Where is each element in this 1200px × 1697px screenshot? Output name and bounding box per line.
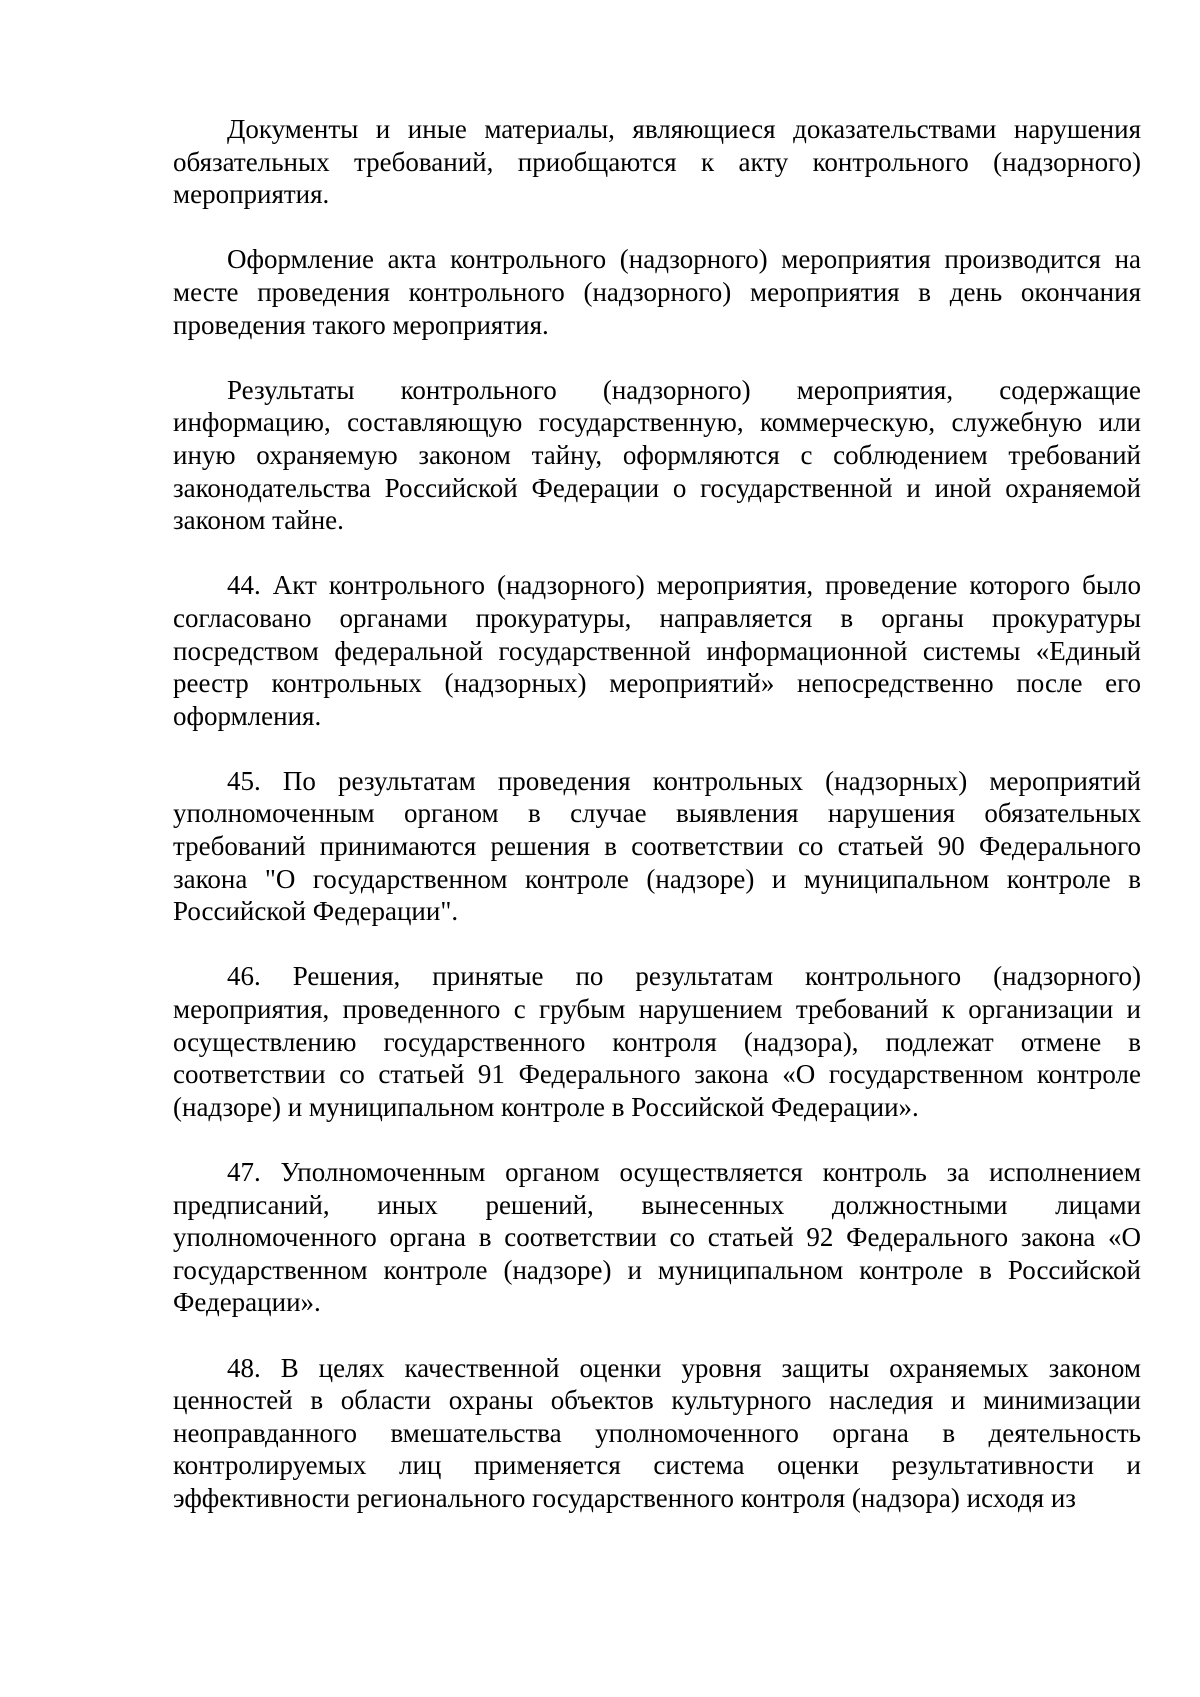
- paragraph-47: 47. Уполномоченным органом осуществляется контроль за исполнением предписаний, иных решений, вынесенных должностными лицами уполномоченного органа в соответствии со статьей 92 Федерального закона «О государственном контроле (надзоре) и муниципальном контроле в Российской Федерации».: [173, 1157, 1141, 1318]
- paragraph-evidence-materials: Документы и иные материалы, являющиеся доказательствами нарушения обязательных требований, приобщаются к акту контрольного (надзорного) мероприятия.: [173, 114, 1141, 210]
- paragraph-45: 45. По результатам проведения контрольных (надзорных) мероприятий уполномоченным органом в случае выявления нарушения обязательных требований принимаются решения в соответствии со статьей 90 Федерального закона "О государственном контроле (надзоре) и муниципальном контроле в Российской Федерации".: [173, 765, 1141, 927]
- paragraph-46: 46. Решения, принятые по результатам контрольного (надзорного) мероприятия, проведенного с грубым нарушением требований к организации и осуществлению государственного контроля (надзора), подлежат отмене в соответствии со статьей 91 Федерального закона «О государственном контроле (надзоре) и муниципальном контроле в Российской Федерации».: [173, 961, 1141, 1122]
- paragraph-44: 44. Акт контрольного (надзорного) мероприятия, проведение которого было согласовано органами прокуратуры, направляется в органы прокуратуры посредством федеральной государственной информационной системы «Единый реестр контрольных (надзорных) мероприятий» непосредственно после его оформления.: [173, 570, 1141, 731]
- paragraph-secret-information: Результаты контрольного (надзорного) мероприятия, содержащие информацию, составляющую государственную, коммерческую, служебную или иную охраняемую законом тайну, оформляются с соблюдением требований законодательства Российской Федерации о государственной и иной охраняемой законом тайне.: [173, 374, 1141, 536]
- paragraph-act-execution: Оформление акта контрольного (надзорного) мероприятия производится на месте проведения контрольного (надзорного) мероприятия в день окончания проведения такого мероприятия.: [173, 244, 1141, 340]
- paragraph-48: 48. В целях качественной оценки уровня защиты охраняемых законом ценностей в области охраны объектов культурного наследия и минимизации неоправданного вмешательства уполномоченного органа в деятельность контролируемых лиц применяется система оценки результативности и эффективности регионального государственного контроля (надзора) исходя из: [173, 1352, 1141, 1513]
- document-page: [173, 113, 1141, 1515]
